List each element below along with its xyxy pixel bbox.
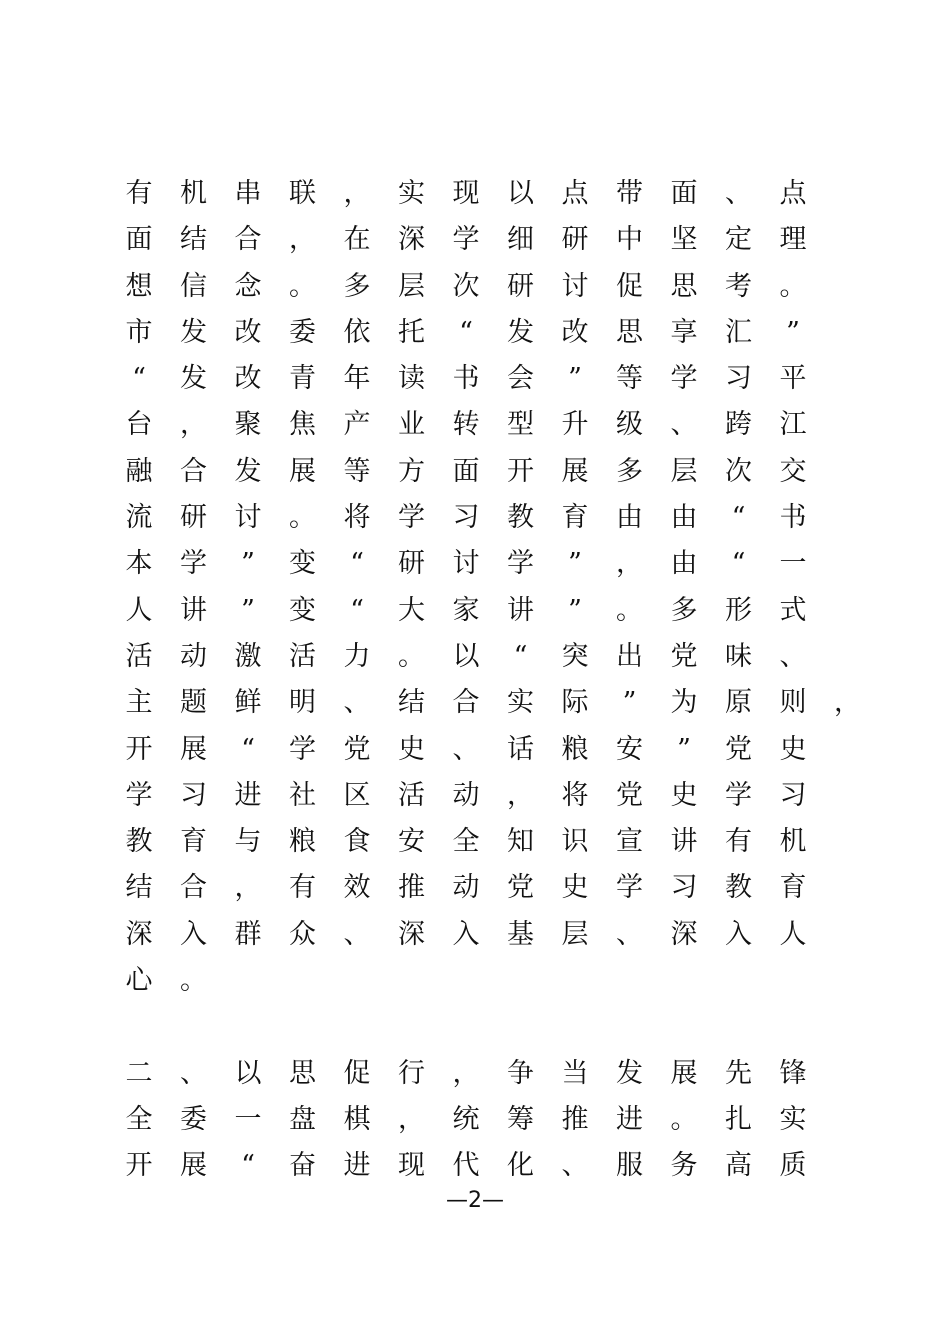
text-char: 、 [561, 1150, 589, 1182]
text-char: 。 [670, 1103, 698, 1135]
text-line [124, 728, 884, 774]
text-char: 粮 [561, 733, 589, 765]
text-char: “ [731, 502, 746, 534]
text-line [124, 635, 884, 681]
text-char: “ [241, 733, 255, 765]
text-char: 当 [561, 1057, 589, 1089]
text-char: 汇 [725, 316, 752, 348]
text-line [124, 542, 884, 588]
text-char: 会 [507, 363, 534, 395]
text-char: 与 [234, 826, 262, 858]
text-char: ” [622, 687, 637, 719]
text-char: 群 [234, 918, 262, 950]
text-char: 本 [125, 548, 153, 580]
text-char: 型 [507, 409, 534, 441]
text-char: 书 [779, 502, 807, 534]
text-char: 学 [725, 779, 752, 811]
text-char: 讲 [180, 594, 207, 626]
text-char: 学 [670, 363, 698, 395]
text-char: 业 [398, 409, 425, 441]
text-line [124, 218, 884, 264]
text-char: 研 [180, 502, 207, 534]
text-char: 讲 [670, 826, 698, 858]
text-char: 、 [343, 918, 371, 950]
text-char: ” [677, 733, 691, 765]
text-char: 进 [343, 1150, 371, 1182]
text-char: 活 [289, 640, 316, 672]
text-char: 结 [398, 687, 425, 719]
text-char: ， [507, 779, 534, 811]
text-char: 结 [125, 872, 153, 904]
text-char: 扎 [725, 1103, 752, 1135]
text-char: ， [452, 1057, 480, 1089]
text-char: 党 [616, 779, 643, 811]
text-char: 习 [180, 779, 207, 811]
text-char: 史 [398, 733, 425, 765]
text-char: 代 [452, 1150, 480, 1182]
text-char: 将 [343, 502, 371, 534]
text-char: 、 [180, 1057, 207, 1089]
text-char: 信 [180, 270, 207, 302]
text-char: 等 [616, 363, 643, 395]
text-char: 心 [125, 965, 153, 997]
text-char: “ [513, 640, 528, 672]
text-char: 思 [616, 316, 643, 348]
text-char: 研 [507, 270, 534, 302]
text-line [124, 1144, 884, 1190]
text-char: 知 [507, 826, 534, 858]
paragraph-gap [124, 1005, 884, 1051]
text-char: 有 [289, 872, 316, 904]
text-char: 化 [507, 1150, 534, 1182]
text-line [124, 1052, 884, 1098]
text-char: 转 [452, 409, 480, 441]
text-char: 理 [779, 224, 807, 256]
text-char: 流 [125, 502, 153, 534]
text-char: 习 [452, 502, 480, 534]
text-char: 点 [779, 178, 807, 209]
text-char: 大 [398, 594, 425, 626]
text-line [124, 357, 884, 403]
text-char: 方 [398, 455, 425, 487]
text-char: 面 [452, 455, 480, 487]
text-char: 活 [398, 779, 425, 811]
text-char: 活 [125, 640, 153, 672]
text-char: 人 [779, 918, 807, 950]
text-char: 委 [289, 316, 316, 348]
text-char: 以 [452, 640, 480, 672]
text-char: 。 [289, 502, 316, 534]
text-char: 改 [234, 363, 262, 395]
text-char: 史 [561, 872, 589, 904]
text-char: 细 [507, 224, 534, 256]
text-char: ” [568, 548, 582, 580]
text-line [124, 1098, 884, 1144]
text-char: 江 [779, 409, 807, 441]
text-char: 委 [180, 1103, 207, 1135]
text-char: 力 [343, 640, 371, 672]
text-char: 由 [616, 502, 643, 534]
text-char: 研 [561, 224, 589, 256]
text-char: 鲜 [234, 687, 262, 719]
text-char: 依 [343, 316, 371, 348]
text-char: 习 [670, 872, 698, 904]
text-char: 、 [779, 640, 807, 672]
text-char: 点 [561, 178, 589, 209]
text-line [124, 866, 884, 912]
text-char: “ [459, 316, 473, 348]
text-char: 讨 [234, 502, 262, 534]
text-char: 育 [561, 502, 589, 534]
text-char: 将 [561, 779, 589, 811]
text-char: 盘 [289, 1103, 316, 1135]
text-char: 展 [289, 455, 316, 487]
text-char: 开 [125, 733, 153, 765]
text-char: 党 [343, 733, 371, 765]
text-char: 为 [670, 687, 698, 719]
text-char: 思 [670, 270, 698, 302]
text-char: 。 [398, 640, 425, 672]
text-char: 安 [616, 733, 643, 765]
text-char: 发 [180, 316, 207, 348]
text-char: 味 [725, 640, 752, 672]
text-char: 习 [725, 363, 752, 395]
text-char: 实 [507, 687, 534, 719]
text-char: 读 [398, 363, 425, 395]
text-char: 全 [125, 1103, 153, 1135]
text-char: 育 [779, 872, 807, 904]
text-char: 发 [507, 316, 534, 348]
text-char: 学 [452, 224, 480, 256]
text-char: 展 [180, 1150, 207, 1182]
text-char: 有 [125, 178, 153, 209]
text-line [124, 450, 884, 496]
text-char: 质 [779, 1150, 807, 1182]
text-char: 青 [289, 363, 316, 395]
text-char: 深 [398, 224, 425, 256]
text-char: 家 [452, 594, 480, 626]
text-char: 学 [507, 548, 534, 580]
text-char: 升 [561, 409, 589, 441]
text-char: 平 [779, 363, 807, 395]
text-char: 题 [180, 687, 207, 719]
text-char: 出 [616, 640, 643, 672]
text-char: 带 [616, 178, 643, 209]
text-char: 学 [289, 733, 316, 765]
text-char: 串 [234, 178, 262, 209]
text-char: 动 [452, 872, 480, 904]
text-char: ， [398, 1103, 425, 1135]
text-char: 多 [343, 270, 371, 302]
text-char: 众 [289, 918, 316, 950]
text-char: 级 [616, 409, 643, 441]
text-char: ” [241, 548, 255, 580]
text-char: “ [241, 1150, 255, 1182]
text-char: 合 [452, 687, 480, 719]
text-char: 托 [398, 316, 425, 348]
text-char: 面 [125, 224, 153, 256]
text-char: 考 [725, 270, 752, 302]
text-char: 锋 [779, 1057, 807, 1089]
text-char: 进 [616, 1103, 643, 1135]
text-char: 党 [670, 640, 698, 672]
text-char: 基 [507, 918, 534, 950]
text-line [124, 265, 884, 311]
text-char: 育 [180, 826, 207, 858]
text-char: 一 [779, 548, 807, 580]
text-char: 史 [670, 779, 698, 811]
text-char: 形 [725, 594, 752, 626]
text-char: 学 [616, 872, 643, 904]
text-char: 讨 [561, 270, 589, 302]
text-char: 学 [398, 502, 425, 534]
text-char: 识 [561, 826, 589, 858]
text-char: 。 [779, 270, 807, 302]
text-char: 面 [670, 178, 698, 209]
text-char: 发 [234, 455, 262, 487]
text-char: 在 [343, 224, 371, 256]
text-char: 奋 [289, 1150, 316, 1182]
text-char: 展 [670, 1057, 698, 1089]
text-line [124, 681, 884, 727]
text-char: 交 [779, 455, 807, 487]
text-char: 变 [289, 548, 316, 580]
text-char: 、 [452, 733, 480, 765]
text-char: 动 [180, 640, 207, 672]
text-char: 突 [561, 640, 589, 672]
text-char: 务 [670, 1150, 698, 1182]
text-char: 效 [343, 872, 371, 904]
text-char: 多 [670, 594, 698, 626]
text-line [124, 589, 884, 635]
text-char: 入 [452, 918, 480, 950]
text-char: ” [241, 594, 255, 626]
text-char: 实 [779, 1103, 807, 1135]
text-line [124, 496, 884, 542]
text-char: 中 [616, 224, 643, 256]
text-char: 推 [561, 1103, 589, 1135]
text-char: 讨 [452, 548, 480, 580]
text-char: 明 [289, 687, 316, 719]
text-char: 。 [616, 594, 643, 626]
text-char: 现 [398, 1150, 425, 1182]
text-char: 发 [616, 1057, 643, 1089]
text-char: 史 [779, 733, 807, 765]
text-char: 话 [507, 733, 534, 765]
text-char: 思 [289, 1057, 316, 1089]
text-char: 层 [561, 918, 589, 950]
text-char: 年 [343, 363, 371, 395]
text-char: 等 [343, 455, 371, 487]
text-char: 多 [616, 455, 643, 487]
text-char: “ [132, 363, 146, 395]
text-char: 行 [398, 1057, 425, 1089]
text-char: 动 [452, 779, 480, 811]
text-char: 深 [670, 918, 698, 950]
text-char: 享 [670, 316, 698, 348]
text-char: 筹 [507, 1103, 534, 1135]
text-line [124, 774, 884, 820]
text-char: 深 [398, 918, 425, 950]
text-char: 合 [180, 455, 207, 487]
text-char: 机 [779, 826, 807, 858]
text-char: 教 [507, 502, 534, 534]
body-text [124, 172, 884, 1191]
text-char: 发 [180, 363, 207, 395]
text-char: ” [568, 594, 582, 626]
text-char: ， [834, 687, 861, 719]
text-char: 定 [725, 224, 752, 256]
text-char: 坚 [670, 224, 698, 256]
text-char: 服 [616, 1150, 643, 1182]
text-char: ， [343, 178, 371, 209]
text-char: ” [568, 363, 582, 395]
text-char: 、 [670, 409, 698, 441]
text-char: 激 [234, 640, 262, 672]
text-char: 由 [670, 502, 698, 534]
text-char: 想 [125, 270, 153, 302]
text-char: 促 [343, 1057, 371, 1089]
text-char: 食 [343, 826, 371, 858]
text-line [124, 913, 884, 959]
text-char: 学 [125, 779, 153, 811]
text-char: 跨 [725, 409, 752, 441]
text-char: 展 [561, 455, 589, 487]
text-line [124, 820, 884, 866]
text-char: 、 [343, 687, 371, 719]
text-char: 次 [725, 455, 752, 487]
text-char: 以 [234, 1057, 262, 1089]
text-char: 人 [125, 594, 153, 626]
text-char: 结 [180, 224, 207, 256]
text-char: 市 [125, 316, 153, 348]
text-char: 入 [725, 918, 752, 950]
text-char: 改 [561, 316, 589, 348]
text-char: 学 [180, 548, 207, 580]
text-char: 开 [125, 1150, 153, 1182]
text-char: 习 [779, 779, 807, 811]
text-char: 则 [779, 687, 807, 719]
text-char: 讲 [507, 594, 534, 626]
text-char: 党 [725, 733, 752, 765]
text-char: 推 [398, 872, 425, 904]
text-char: “ [731, 548, 746, 580]
text-char: 、 [616, 918, 643, 950]
text-char: 焦 [289, 409, 316, 441]
text-char: 全 [452, 826, 480, 858]
text-char: 粮 [289, 826, 316, 858]
text-char: 合 [180, 872, 207, 904]
text-char: 现 [452, 178, 480, 209]
text-char: 际 [561, 687, 589, 719]
text-char: “ [350, 548, 364, 580]
text-char: 书 [452, 363, 480, 395]
text-char: 统 [452, 1103, 480, 1135]
text-char: 争 [507, 1057, 534, 1089]
text-char: 主 [125, 687, 153, 719]
text-char: 。 [289, 270, 316, 302]
text-char: 式 [779, 594, 807, 626]
text-char: 实 [398, 178, 425, 209]
text-char: ， [234, 872, 262, 904]
text-char: 区 [343, 779, 371, 811]
text-char: 次 [452, 270, 480, 302]
text-char: 融 [125, 455, 153, 487]
text-char: 进 [234, 779, 262, 811]
text-char: 入 [180, 918, 207, 950]
text-char: 由 [670, 548, 698, 580]
text-char: 开 [507, 455, 534, 487]
text-char: 一 [234, 1103, 262, 1135]
text-char: 联 [289, 178, 316, 209]
text-char: 宣 [616, 826, 643, 858]
text-char: 党 [507, 872, 534, 904]
text-char: 层 [670, 455, 698, 487]
text-char: 教 [125, 826, 153, 858]
text-char: 研 [398, 548, 425, 580]
text-char: 教 [725, 872, 752, 904]
text-char: ， [616, 548, 643, 580]
text-char: 原 [725, 687, 752, 719]
text-char: 产 [343, 409, 371, 441]
text-char: ， [180, 409, 207, 441]
text-char: 念 [234, 270, 262, 302]
text-char: 变 [289, 594, 316, 626]
text-char: “ [350, 594, 364, 626]
text-char: ” [786, 316, 800, 348]
text-char: 、 [725, 178, 752, 209]
text-char: ， [289, 224, 316, 256]
text-line [124, 403, 884, 449]
text-char: 。 [180, 965, 207, 997]
text-char: 高 [725, 1150, 752, 1182]
text-char: 有 [725, 826, 752, 858]
text-line [124, 311, 884, 357]
text-char: 台 [125, 409, 153, 441]
text-char: 合 [234, 224, 262, 256]
text-line [124, 172, 884, 218]
text-char: 机 [180, 178, 207, 209]
text-char: 展 [180, 733, 207, 765]
page-number: —2— [446, 1188, 504, 1213]
text-char: 二 [125, 1057, 153, 1089]
text-char: 社 [289, 779, 316, 811]
text-char: 深 [125, 918, 153, 950]
text-char: 安 [398, 826, 425, 858]
text-char: 以 [507, 178, 534, 209]
text-line [124, 959, 884, 1005]
text-char: 改 [234, 316, 262, 348]
text-char: 层 [398, 270, 425, 302]
text-char: 棋 [343, 1103, 371, 1135]
text-char: 聚 [234, 409, 262, 441]
text-char: 促 [616, 270, 643, 302]
text-char: 先 [725, 1057, 752, 1089]
